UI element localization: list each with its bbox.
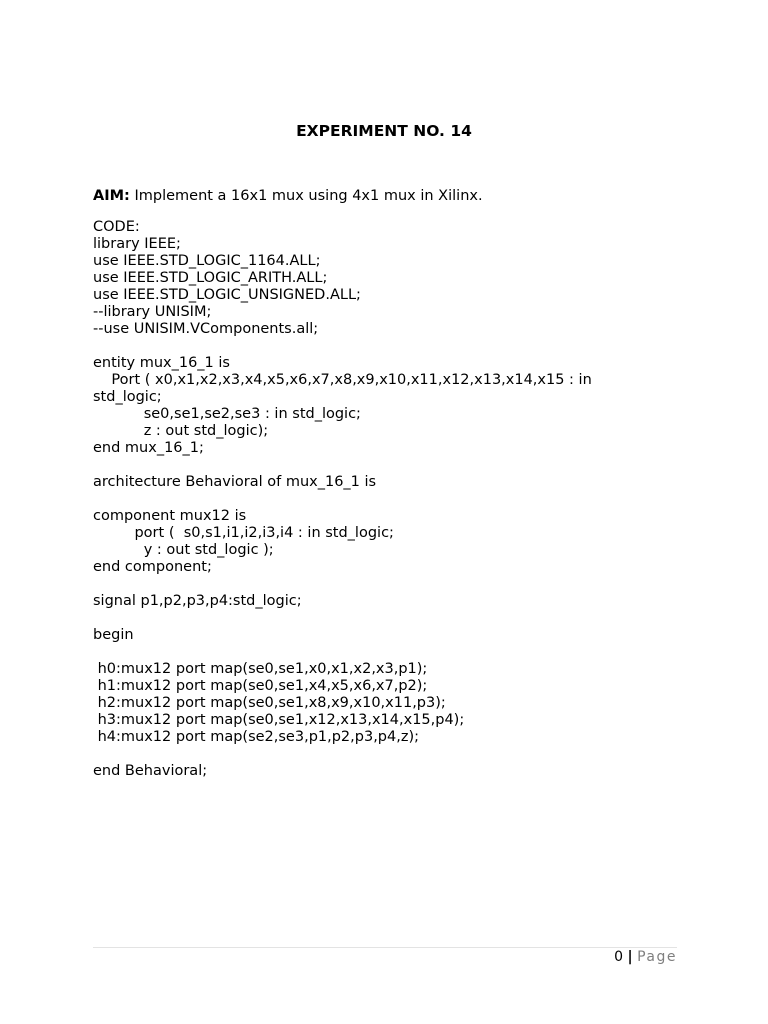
code-line: h4:mux12 port map(se2,se3,p1,p2,p3,p4,z); <box>93 729 419 745</box>
code-line: CODE: <box>93 219 140 235</box>
code-line <box>93 644 653 661</box>
aim-label: AIM: <box>93 188 130 204</box>
code-line: std_logic; <box>93 389 162 405</box>
code-line: y : out std_logic ); <box>93 542 274 558</box>
code-line: use IEEE.STD_LOGIC_ARITH.ALL; <box>93 270 328 286</box>
code-line: use IEEE.STD_LOGIC_UNSIGNED.ALL; <box>93 287 361 303</box>
code-line: --library UNISIM; <box>93 304 212 320</box>
code-line: signal p1,p2,p3,p4:std_logic; <box>93 593 302 609</box>
code-line: end component; <box>93 559 212 575</box>
document-title: EXPERIMENT NO. 14 <box>296 122 472 140</box>
code-line <box>93 746 653 763</box>
page-footer <box>614 947 677 967</box>
code-line: z : out std_logic); <box>93 423 269 439</box>
code-line: architecture Behavioral of mux_16_1 is <box>93 474 377 490</box>
code-line: h1:mux12 port map(se0,se1,x4,x5,x6,x7,p2); <box>93 678 428 694</box>
code-line: h0:mux12 port map(se0,se1,x0,x1,x2,x3,p1); <box>93 661 428 677</box>
code-line <box>93 457 653 474</box>
code-line: se0,se1,se2,se3 : in std_logic; <box>93 406 361 422</box>
aim-paragraph <box>93 186 483 206</box>
page-label: Page <box>637 949 677 965</box>
code-line: port ( s0,s1,i1,i2,i3,i4 : in std_logic; <box>93 525 394 541</box>
code-line: h3:mux12 port map(se0,se1,x12,x13,x14,x15,p4); <box>93 712 465 728</box>
code-line <box>93 491 653 508</box>
code-line: end Behavioral; <box>93 763 208 779</box>
aim-text: Implement a 16x1 mux using 4x1 mux in Xilinx. <box>129 188 483 204</box>
page-separator: | <box>627 949 633 965</box>
code-block <box>93 219 653 780</box>
code-line: use IEEE.STD_LOGIC_1164.ALL; <box>93 253 321 269</box>
code-line: component mux12 is <box>93 508 247 524</box>
code-line: library IEEE; <box>93 236 181 252</box>
code-line: begin <box>93 627 134 643</box>
code-line: --use UNISIM.VComponents.all; <box>93 321 319 337</box>
page-number: 0 <box>614 949 624 965</box>
code-line <box>93 338 653 355</box>
code-line: end mux_16_1; <box>93 440 204 456</box>
code-line: h2:mux12 port map(se0,se1,x8,x9,x10,x11,p3); <box>93 695 446 711</box>
footer-divider <box>93 947 677 948</box>
code-line: entity mux_16_1 is <box>93 355 230 371</box>
code-line <box>93 576 653 593</box>
code-line <box>93 610 653 627</box>
code-line: Port ( x0,x1,x2,x3,x4,x5,x6,x7,x8,x9,x10,x11,x12,x13,x14,x15 : in <box>93 372 592 388</box>
